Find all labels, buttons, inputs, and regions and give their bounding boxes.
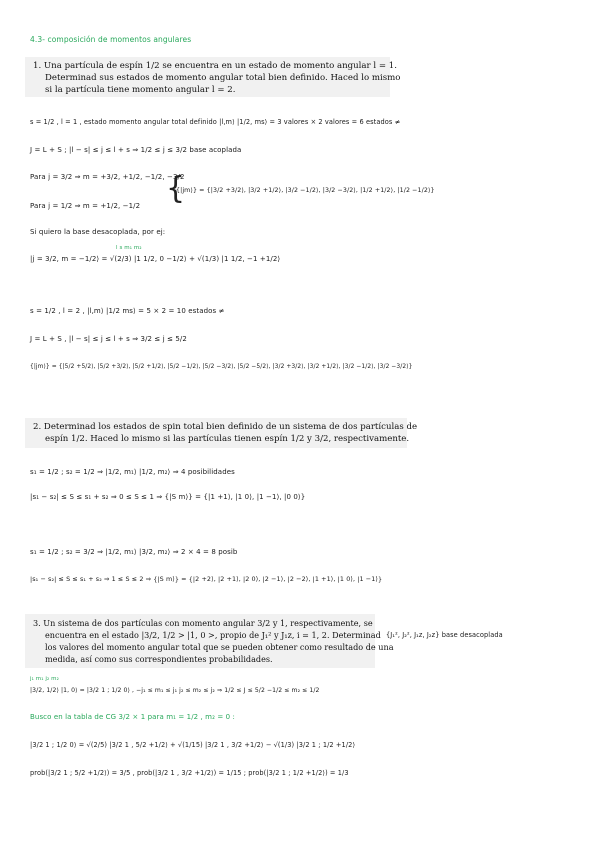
note-line: J = L + S ; |l − s| ≤ j ≤ l + s ⇒ 1/2 ≤ j ≤ 3/2 base acoplada [30,146,242,154]
problem-2-line: 2. Determinad los estados de spin total bien definido de un sistema de dos partículas de [33,422,418,432]
note-line: {|jm⟩} = {|3/2 +3/2⟩, |3/2 +1/2⟩, |3/2 −1/2⟩, |3/2 −3/2⟩, |1/2 +1/2⟩, |1/2 −1/2⟩} [176,187,435,194]
note-line: Si quiero la base desacoplada, por ej: [30,228,166,236]
curly-brace: { [166,171,186,206]
base-note: {J₁², J₂², J₁z, J₂z} base desacoplada [386,631,503,639]
problem-3-line: 3. Un sistema de dos partículas con momento angular 3/2 y 1, respectivamente, se [33,618,373,628]
note-line: prob(|3/2 1 ; 5/2 +1/2⟩) = 3/5 , prob(|3/2 1 , 3/2 +1/2⟩) = 1/15 ; prob(|3/2 1 ; 1/2 +1/2⟩) = 1/3 [30,769,349,777]
problem-3-line: encuentra en el estado |3/2, 1/2 > |1, 0 >, propio de J₁² y J₁z, i = 1, 2. Determinad [45,630,381,640]
problem-1-line: si la partícula tiene momento angular l = 2. [45,85,236,95]
problem-3-line: los valores del momento angular total que se pueden obtener como resultado de una [45,642,394,652]
note-line: |3/2 1 ; 1/2 0⟩ = √(2/5) |3/2 1 , 5/2 +1/2⟩ + √(1/15) |3/2 1 , 3/2 +1/2⟩ − √(1/3) |3/2 1 ; 1/2 +1/2⟩ [30,741,356,749]
problem-2-line: espín 1/2. Haced lo mismo si las partículas tienen espín 1/2 y 3/2, respectivamente. [45,434,410,444]
note-line: |s₁ − s₂| ≤ S ≤ s₁ + s₂ ⇒ 0 ≤ S ≤ 1 ⇒ {|S m⟩} = {|1 +1⟩, |1 0⟩, |1 −1⟩, |0 0⟩} [30,493,306,501]
note-line: s₁ = 1/2 ; s₂ = 1/2 ⇒ |1/2, m₁⟩ |1/2, m₂⟩ ⇒ 4 posibilidades [30,468,235,476]
note-line: Para j = 1/2 ⇒ m = +1/2, −1/2 [30,202,141,210]
problem-3-line: medida, así como sus correspondientes probabilidades. [45,654,273,664]
problem-1-line: 1. Una partícula de espín 1/2 se encuentra en un estado de momento angular l = 1. [33,61,397,71]
note-line: s₁ = 1/2 ; s₂ = 3/2 ⇒ |1/2, m₁⟩ |3/2, m₂⟩ ⇒ 2 × 4 = 8 posib [30,548,238,556]
problem-1-box [25,57,401,97]
section-title: 4.3- composición de momentos angulares [30,35,192,44]
note-label: j₁ m₁ j₂ m₂ [30,676,59,682]
note-line: |j = 3/2, m = −1/2⟩ = √(2/3) |1 1/2, 0 −1/2⟩ + √(1/3) |1 1/2, −1 +1/2⟩ [30,255,281,263]
problem-2-box [25,418,418,448]
note-line: Busco en la tabla de CG 3/2 × 1 para m₁ = 1/2 , m₂ = 0 : [30,713,235,721]
note-line: s = 1/2 , l = 1 , estado momento angular total definido |l,m⟩ |1/2, ms⟩ = 3 valores × 2 valores = 6 estados ≠ [30,118,401,126]
note-line: Para j = 3/2 ⇒ m = +3/2, +1/2, −1/2, −3/2 [30,173,185,181]
note-line: {|jm⟩} = {|5/2 +5/2⟩, |5/2 +3/2⟩, |5/2 +1/2⟩, |5/2 −1/2⟩, |5/2 −3/2⟩, |5/2 −5/2⟩, |3/2 +3/2⟩, |3/2 +1/2⟩, |3/2 −1/2⟩, |3/2 −3/2⟩} [30,364,413,370]
note-label: l s m₁ m₂ [116,245,142,251]
problem-3-box [25,614,394,668]
note-line: |3/2, 1/2⟩ |1, 0⟩ = |3/2 1 ; 1/2 0⟩ , −j₁ ≤ m₁ ≤ j₁ j₂ ≤ m₂ ≤ j₂ ⇒ 1/2 ≤ J ≤ 5/2 −1/2 ≤ m₂ ≤ 1/2 [30,687,320,694]
problem-1-line: Determinad sus estados de momento angular total bien definido. Haced lo mismo [45,73,401,83]
note-line: s = 1/2 , l = 2 , |l,m⟩ |1/2 ms⟩ = 5 × 2 = 10 estados ≠ [30,307,225,315]
note-line: J = L + S , |l − s| ≤ j ≤ l + s ⇒ 3/2 ≤ j ≤ 5/2 [30,335,187,343]
note-line: |s₁ − s₂| ≤ S ≤ s₁ + s₂ ⇒ 1 ≤ S ≤ 2 ⇒ {|S m⟩} = {|2 +2⟩, |2 +1⟩, |2 0⟩, |2 −1⟩, |2 −2⟩, |1 +1⟩, |1 0⟩, |1 −1⟩} [30,575,383,583]
